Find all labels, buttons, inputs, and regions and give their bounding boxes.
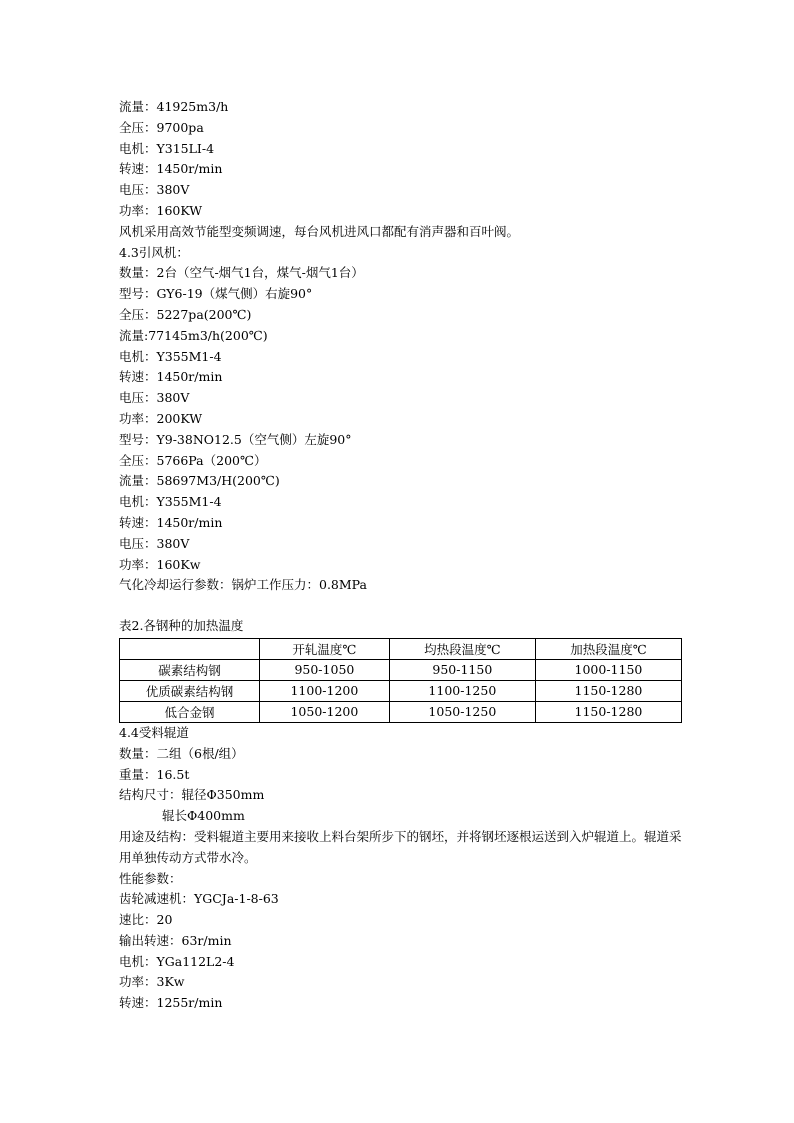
paragraph: 风机采用高效节能型变频调速，每台风机进风口都配有消声器和百叶阀。 xyxy=(119,223,520,239)
spec-line: 结构尺寸：辊径Φ350mm xyxy=(119,787,265,803)
table-cell: 1100-1200 xyxy=(260,680,390,701)
table-cell: 1000-1150 xyxy=(535,659,681,680)
spec-line: 功率：160Kw xyxy=(119,556,201,572)
table-cell: 950-1050 xyxy=(260,659,390,680)
table-header-row xyxy=(120,638,682,659)
spec-line: 辊长Φ400mm xyxy=(162,808,245,824)
spec-line: 气化冷却运行参数：锅炉工作压力：0.8MPa xyxy=(119,577,367,593)
table-header-cell: 开轧温度℃ xyxy=(260,638,390,659)
spacer xyxy=(119,596,689,616)
table-cell: 低合金钢 xyxy=(120,701,260,722)
spec-line: 型号：Y9-38NO12.5（空气侧）左旋90° xyxy=(119,431,352,447)
fan-specs xyxy=(119,97,689,596)
spec-line: 电机：YGa112L2-4 xyxy=(119,953,235,969)
spec-line: 功率：3Kw xyxy=(119,974,185,990)
table-cell: 优质碳素结构钢 xyxy=(120,680,260,701)
table-cell: 1050-1200 xyxy=(260,701,390,722)
section-heading: 4.4受料辊道 xyxy=(119,724,189,740)
table-row xyxy=(120,659,682,680)
table-cell: 1150-1280 xyxy=(535,701,681,722)
table-header-cell: 均热段温度℃ xyxy=(389,638,535,659)
spec-line: 型号：GY6-19（煤气侧）右旋90° xyxy=(119,286,313,302)
spec-line: 数量：二组（6根/组） xyxy=(119,745,244,761)
section-heading: 4.3引风机： xyxy=(119,244,189,260)
document-page xyxy=(119,97,689,1014)
spec-line: 转速：1450r/min xyxy=(119,514,223,530)
heating-temperature-table xyxy=(119,638,682,723)
spec-line: 全压：5227pa(200℃) xyxy=(119,306,252,322)
spec-line: 转速：1255r/min xyxy=(119,995,223,1011)
table-header-cell: 加热段温度℃ xyxy=(535,638,681,659)
spec-line: 流量:77145m3/h(200℃) xyxy=(119,327,268,343)
spec-line: 电机：Y355M1-4 xyxy=(119,494,222,510)
spec-line: 转速：1450r/min xyxy=(119,161,223,177)
table-cell: 950-1150 xyxy=(389,659,535,680)
spec-line: 电压：380V xyxy=(119,535,190,551)
spec-line: 电机：Y315LI-4 xyxy=(119,140,215,156)
table-cell: 1050-1250 xyxy=(389,701,535,722)
spec-line: 性能参数： xyxy=(119,870,182,886)
spec-line: 速比：20 xyxy=(119,912,173,928)
spec-line: 功率：160KW xyxy=(119,202,203,218)
table-row xyxy=(120,680,682,701)
spec-line: 功率：200KW xyxy=(119,410,203,426)
spec-line: 电压：380V xyxy=(119,390,190,406)
spec-line: 输出转速：63r/min xyxy=(119,932,232,948)
spec-line: 电压：380V xyxy=(119,182,190,198)
table-cell: 1100-1250 xyxy=(389,680,535,701)
table-cell: 碳素结构钢 xyxy=(120,659,260,680)
spec-line: 齿轮减速机：YGCJa-1-8-63 xyxy=(119,891,279,907)
spec-line: 全压：9700pa xyxy=(119,119,204,135)
spec-line: 转速：1450r/min xyxy=(119,369,223,385)
table-cell: 1150-1280 xyxy=(535,680,681,701)
table-row xyxy=(120,701,682,722)
spec-line: 流量：58697M3/H(200℃) xyxy=(119,473,280,489)
spec-line: 流量：41925m3/h xyxy=(119,99,229,114)
table-header-cell xyxy=(120,638,260,659)
spec-line: 重量：16.5t xyxy=(119,766,190,782)
table-caption: 表2.各钢种的加热温度 xyxy=(119,618,244,634)
roller-table-section xyxy=(119,723,689,1014)
spec-line: 数量：2台（空气-烟气1台，煤气-烟气1台） xyxy=(119,265,364,281)
spec-line: 全压：5766Pa（200℃） xyxy=(119,452,267,468)
spec-line: 电机：Y355M1-4 xyxy=(119,348,222,364)
paragraph: 用途及结构：受料辊道主要用来接收上料台架所步下的钢坯，并将钢坯逐根运送到入炉辊道上。辊道采用单独传动方式带水冷。 xyxy=(119,828,682,865)
